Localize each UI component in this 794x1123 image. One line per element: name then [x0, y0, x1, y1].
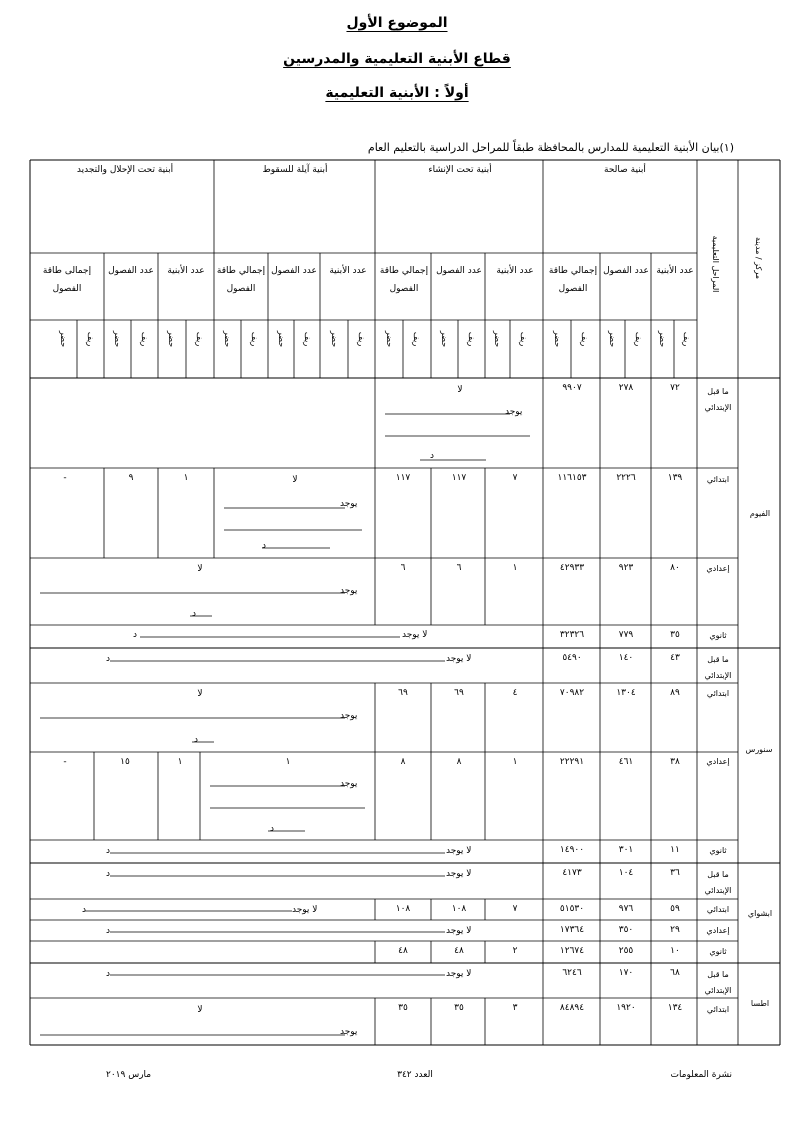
stage-label: ثانوي — [709, 631, 727, 640]
value-cell: ٤ — [512, 688, 518, 698]
exists-marker: يوجد — [340, 586, 358, 596]
value-cell: ٤٨ — [454, 946, 464, 956]
group-collapsing: أبنية آيلة للسقوط — [262, 165, 328, 175]
value-cell: ١ — [177, 757, 183, 767]
none-marker: لا — [197, 1005, 203, 1015]
value-cell: ٤٦١ — [618, 757, 634, 767]
sector-heading: قطاع الأبنية التعليمية والمدرسين — [283, 51, 511, 67]
value-cell: ٦٢٤٦ — [562, 968, 582, 978]
sub-classes-3: عدد الفصول — [271, 266, 317, 276]
value-cell: ١٥ — [120, 757, 130, 767]
sub-buildings-4: عدد الأبنية — [167, 266, 205, 276]
value-cell: ١ — [512, 563, 518, 573]
value-cell: ٩٢٣ — [618, 563, 634, 573]
value-cell: ٢٢٢٩١ — [559, 757, 585, 767]
no-exists-marker: لا يوجد — [446, 846, 472, 856]
value-cell: ٥٤٩٠ — [562, 653, 582, 663]
header-stage: المراحل التعليمية — [711, 235, 720, 293]
value-cell: ٧٢ — [670, 383, 680, 393]
dash-cell: - — [63, 473, 67, 483]
stage-label: ما قبل الإبتدائي — [704, 387, 732, 412]
value-cell: ٤١٧٣ — [562, 868, 582, 878]
no-exists-marker: لا يوجد — [292, 905, 318, 915]
urban-label: حضر — [493, 330, 502, 348]
table-caption: (١)بيان الأبنية التعليمية للمدارس بالمحافظة طبقاً للمراحل الدراسية بالتعليم العام — [367, 141, 734, 154]
d-marker: د — [106, 926, 111, 936]
urban-label: حضر — [277, 330, 286, 348]
none-marker: لا — [197, 564, 203, 574]
group-replacement: أبنية تحت الإحلال والتجديد — [76, 165, 174, 175]
urban-label: حضر — [658, 330, 667, 348]
stage-label: ثانوي — [709, 846, 727, 855]
rural-label: ريف — [250, 331, 259, 347]
d-marker: د — [133, 630, 138, 640]
value-cell: ٨٩ — [670, 688, 680, 698]
exists-marker: يوجد — [340, 711, 358, 721]
no-exists-marker: لا يوجد — [446, 969, 472, 979]
none-marker: لا — [292, 475, 298, 485]
value-cell: ١٣٠٤ — [616, 688, 636, 698]
urban-label: حضر — [223, 330, 232, 348]
value-cell: ٢٥٥ — [618, 946, 634, 956]
d-marker: د — [106, 846, 111, 856]
stage-label: ابتدائي — [706, 689, 730, 698]
rural-label: ريف — [303, 331, 312, 347]
value-cell: ١٠٨ — [395, 904, 411, 914]
d-marker: د — [82, 905, 87, 915]
value-cell: ٦٩ — [398, 688, 408, 698]
stage-label: ثانوي — [709, 947, 727, 956]
exists-marker: يوجد — [340, 779, 358, 789]
value-cell: ٣٥ — [670, 630, 680, 640]
value-cell: ٤٣ — [670, 653, 680, 663]
value-cell: ١ — [285, 757, 291, 767]
value-cell: ١ — [512, 757, 518, 767]
footer-publication: نشرة المعلومات — [670, 1070, 732, 1080]
value-cell: ٢٧٨ — [618, 383, 634, 393]
value-cell: ٨٤٨٩٤ — [559, 1003, 585, 1013]
d-marker: د — [270, 824, 275, 834]
no-exists-marker: لا يوجد — [446, 654, 472, 664]
urban-label: حضر — [167, 330, 176, 348]
rural-label: ريف — [580, 331, 589, 347]
d-marker: د — [430, 451, 435, 461]
sub-capacity-1: إجمالي طاقة الفصول — [548, 266, 598, 294]
value-cell: ١٤٩٠٠ — [559, 845, 585, 855]
district-sinnuris: سنورس — [745, 745, 773, 754]
no-exists-marker: لا يوجد — [446, 869, 472, 879]
urban-label: حضر — [113, 330, 122, 348]
value-cell: ٨ — [400, 757, 406, 767]
rural-label: ريف — [412, 331, 421, 347]
value-cell: ٧ — [512, 473, 518, 483]
stage-label: ابتدائي — [706, 1005, 730, 1014]
exists-marker: يوجد — [340, 1027, 358, 1037]
value-cell: ٥١٥٣٠ — [559, 904, 585, 914]
value-cell: ١١ — [670, 845, 680, 855]
value-cell: ٣٢٣٢٦ — [559, 630, 585, 640]
value-cell: ٢٢٢٦ — [616, 473, 636, 483]
exists-marker: يوجد — [340, 499, 358, 509]
value-cell: ١٩٢٠ — [616, 1003, 636, 1013]
sub-capacity-2: إجمالي طاقة الفصول — [379, 266, 429, 294]
d-marker: د — [192, 609, 197, 619]
value-cell: ١٠٤ — [618, 868, 634, 878]
stage-label: ما قبل الإبتدائي — [704, 970, 732, 995]
d-marker: د — [262, 541, 267, 551]
value-cell: ٢ — [512, 946, 518, 956]
exists-marker: يوجد — [505, 407, 523, 417]
value-cell: ٦ — [456, 563, 462, 573]
d-marker: د — [106, 869, 111, 879]
rural-label: ريف — [682, 331, 691, 347]
value-cell: ١٢٦٧٤ — [559, 946, 585, 956]
stage-label: ابتدائي — [706, 475, 730, 484]
value-cell: ٣٦ — [670, 868, 680, 878]
stage-label: إعدادي — [706, 564, 730, 573]
value-cell: ١٣٤ — [667, 1003, 683, 1013]
sub-capacity-4: إجمالى طاقة الفصول — [42, 266, 92, 294]
value-cell: ١١٧ — [395, 473, 411, 483]
group-valid: أبنية صالحة — [604, 165, 646, 175]
value-cell: ٥٩ — [670, 904, 680, 914]
d-marker: د — [106, 969, 111, 979]
urban-label: حضر — [440, 330, 449, 348]
urban-label: حضر — [330, 330, 339, 348]
value-cell: ٩٧٦ — [618, 904, 634, 914]
value-cell: ١٣٩ — [667, 473, 683, 483]
footer-date: مارس ٢٠١٩ — [106, 1070, 152, 1080]
district-itsa: اطسا — [750, 999, 770, 1008]
none-marker: لا — [197, 689, 203, 699]
group-under-construction: أبنية تحت الإنشاء — [428, 165, 492, 175]
rural-label: ريف — [634, 331, 643, 347]
urban-label: حضر — [553, 330, 562, 348]
value-cell: ٣٥٠ — [618, 925, 634, 935]
district-ibshaway: ابشواي — [747, 909, 773, 918]
rural-label: ريف — [140, 331, 149, 347]
dash-cell: - — [63, 757, 67, 767]
district-fayoum: الفيوم — [749, 509, 771, 518]
value-cell: ٦ — [400, 563, 406, 573]
value-cell: ٦٩ — [454, 688, 464, 698]
value-cell: ٧ — [512, 904, 518, 914]
value-cell: ١٠٨ — [451, 904, 467, 914]
value-cell: ٤٢٩٣٣ — [559, 563, 585, 573]
section-heading: أولاً : الأبنية التعليمية — [325, 85, 469, 101]
rural-label: ريف — [519, 331, 528, 347]
sub-buildings-3: عدد الأبنية — [329, 266, 367, 276]
sub-capacity-3: إجمالي طاقة الفصول — [216, 266, 266, 294]
sub-classes-2: عدد الفصول — [436, 266, 482, 276]
value-cell: ٩٩٠٧ — [562, 383, 582, 393]
value-cell: ١١٧ — [451, 473, 467, 483]
stage-label: إعدادي — [706, 757, 730, 766]
stage-label: ما قبل الإبتدائي — [704, 655, 732, 680]
urban-label: حضر — [608, 330, 617, 348]
sub-buildings-1: عدد الأبنية — [656, 266, 694, 276]
stage-label: إعدادي — [706, 926, 730, 935]
sub-classes-1: عدد الفصول — [603, 266, 649, 276]
value-cell: ٣٥ — [398, 1003, 408, 1013]
value-cell: ٧٠٩٨٢ — [559, 688, 585, 698]
value-cell: ١٠ — [670, 946, 680, 956]
value-cell: ٧٧٩ — [618, 630, 634, 640]
value-cell: ٦٨ — [670, 968, 680, 978]
no-exists-marker: لا يوجد — [402, 630, 428, 640]
sub-classes-4: عدد الفصول — [108, 266, 154, 276]
stage-label: ابتدائي — [706, 905, 730, 914]
footer-issue: العدد ٣٤٢ — [397, 1070, 433, 1080]
value-cell: ٢٩ — [670, 925, 680, 935]
urban-label: حضر — [59, 330, 68, 348]
header-markaz: مركز / مدينة — [754, 236, 763, 280]
value-cell: ٤٨ — [398, 946, 408, 956]
value-cell: ١٤٠ — [618, 653, 634, 663]
no-exists-marker: لا يوجد — [446, 926, 472, 936]
value-cell: ٣ — [512, 1003, 518, 1013]
d-marker: د — [106, 654, 111, 664]
value-cell: ٣٨ — [670, 757, 680, 767]
value-cell: ١٧٣٦٤ — [559, 925, 585, 935]
rural-label: ريف — [86, 331, 95, 347]
value-cell: ٣٥ — [454, 1003, 464, 1013]
sub-buildings-2: عدد الأبنية — [496, 266, 534, 276]
value-cell: ١ — [183, 473, 189, 483]
value-cell: ٨٠ — [670, 563, 680, 573]
value-cell: ٩ — [128, 473, 134, 483]
rural-label: ريف — [195, 331, 204, 347]
none-marker: لا — [457, 385, 463, 395]
d-marker: د — [194, 735, 199, 745]
value-cell: ١٧٠ — [618, 968, 634, 978]
value-cell: ٣٠١ — [618, 845, 634, 855]
value-cell: ٨ — [456, 757, 462, 767]
rural-label: ريف — [357, 331, 366, 347]
stage-label: ما قبل الإبتدائي — [704, 870, 732, 895]
rural-label: ريف — [467, 331, 476, 347]
topic-heading: الموضوع الأول — [346, 15, 448, 31]
urban-label: حضر — [385, 330, 394, 348]
value-cell: ١١٦١٥٣ — [557, 473, 587, 483]
